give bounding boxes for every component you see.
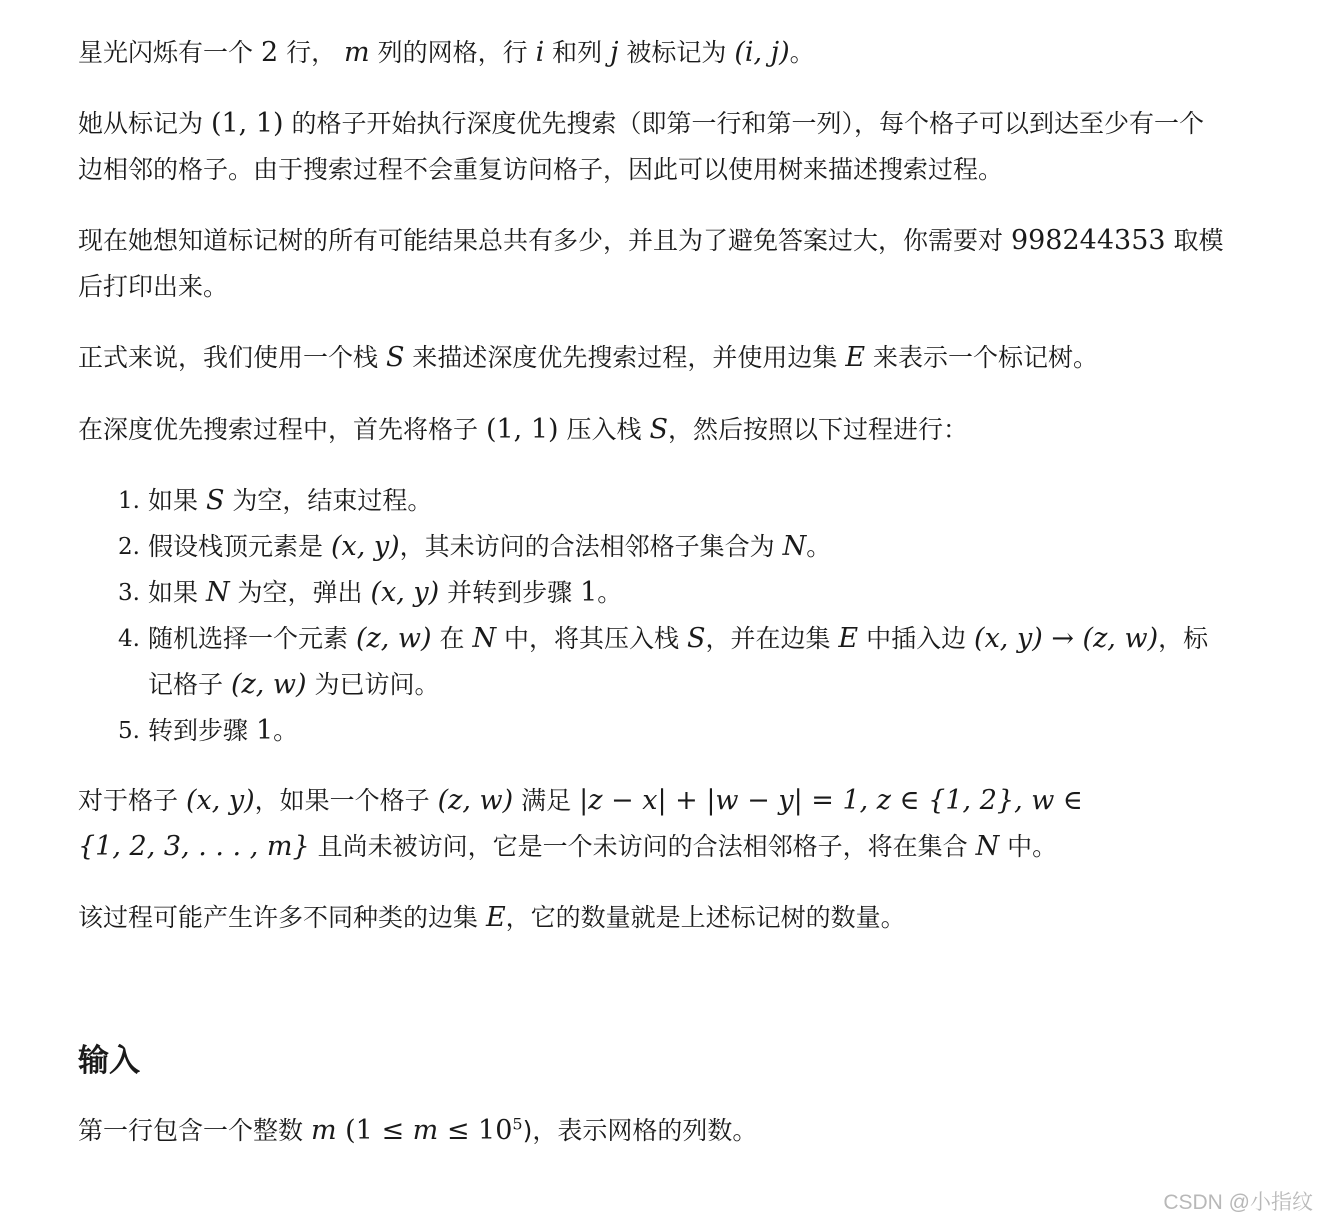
procedure-steps [118, 478, 1268, 754]
paragraph-dfs-start-line2: 边相邻的格子。由于搜索过程不会重复访问格子，因此可以使用树来描述搜索过程。 [78, 155, 1004, 184]
section-heading-input: 输入 [78, 1043, 140, 1079]
paragraph-adjacency: 对于格子 (x, y)，如果一个格子 (z, w) 满足 |z − x| + |w − y| = 1, z ∈ {1, 2}, w ∈ [78, 785, 1083, 816]
watermark: CSDN @小指纹 [1163, 1191, 1313, 1214]
list-item: 4. 随机选择一个元素 (z, w) 在 N 中，将其压入栈 S，并在边集 E 中插入边 (x, y) → (z, w)，标 记格子 (z, w) 为已访问。 [118, 623, 1209, 700]
paragraph-adjacency-line2: {1, 2, 3, . . . , m} 且尚未被访问，它是一个未访问的合法相邻格子，将在集合 N 中。 [78, 831, 1058, 862]
list-item: 3. 如果 N 为空，弹出 (x, y) 并转到步骤 1。 [118, 577, 623, 608]
paragraph-grid-intro: 星光闪烁有一个 2 行， m 列的网格，行 i 和列 j 被标记为 (i, j)。 [78, 37, 815, 68]
paragraph-procedure: 在深度优先搜索过程中，首先将格子 (1, 1) 压入栈 S，然后按照以下过程进行： [78, 414, 968, 445]
paragraph-input-spec: 第一行包含一个整数 m $(1 \le m \le 10^5)$，表示网格的列数。 [78, 1114, 758, 1146]
list-item: 1. 如果 S 为空，结束过程。 [118, 485, 433, 516]
paragraph-count: 该过程可能产生许多不同种类的边集 E，它的数量就是上述标记树的数量。 [78, 902, 906, 933]
list-item: 2. 假设栈顶元素是 (x, y)，其未访问的合法相邻格子集合为 N。 [118, 531, 832, 562]
paragraph-modulo-line2: 后打印出来。 [78, 272, 229, 301]
paragraph-formal: 正式来说，我们使用一个栈 S 来描述深度优先搜索过程，并使用边集 E 来表示一个标记树。 [78, 342, 1099, 373]
paragraph-modulo: 现在她想知道标记树的所有可能结果总共有多少，并且为了避免答案过大，你需要对 998244353 取模 [78, 225, 1224, 256]
paragraph-dfs-start: 她从标记为 (1, 1) 的格子开始执行深度优先搜索（即第一行和第一列），每个格子可以到达至少有一个 [78, 108, 1204, 139]
list-item: 5. 转到步骤 1。 [118, 715, 299, 746]
